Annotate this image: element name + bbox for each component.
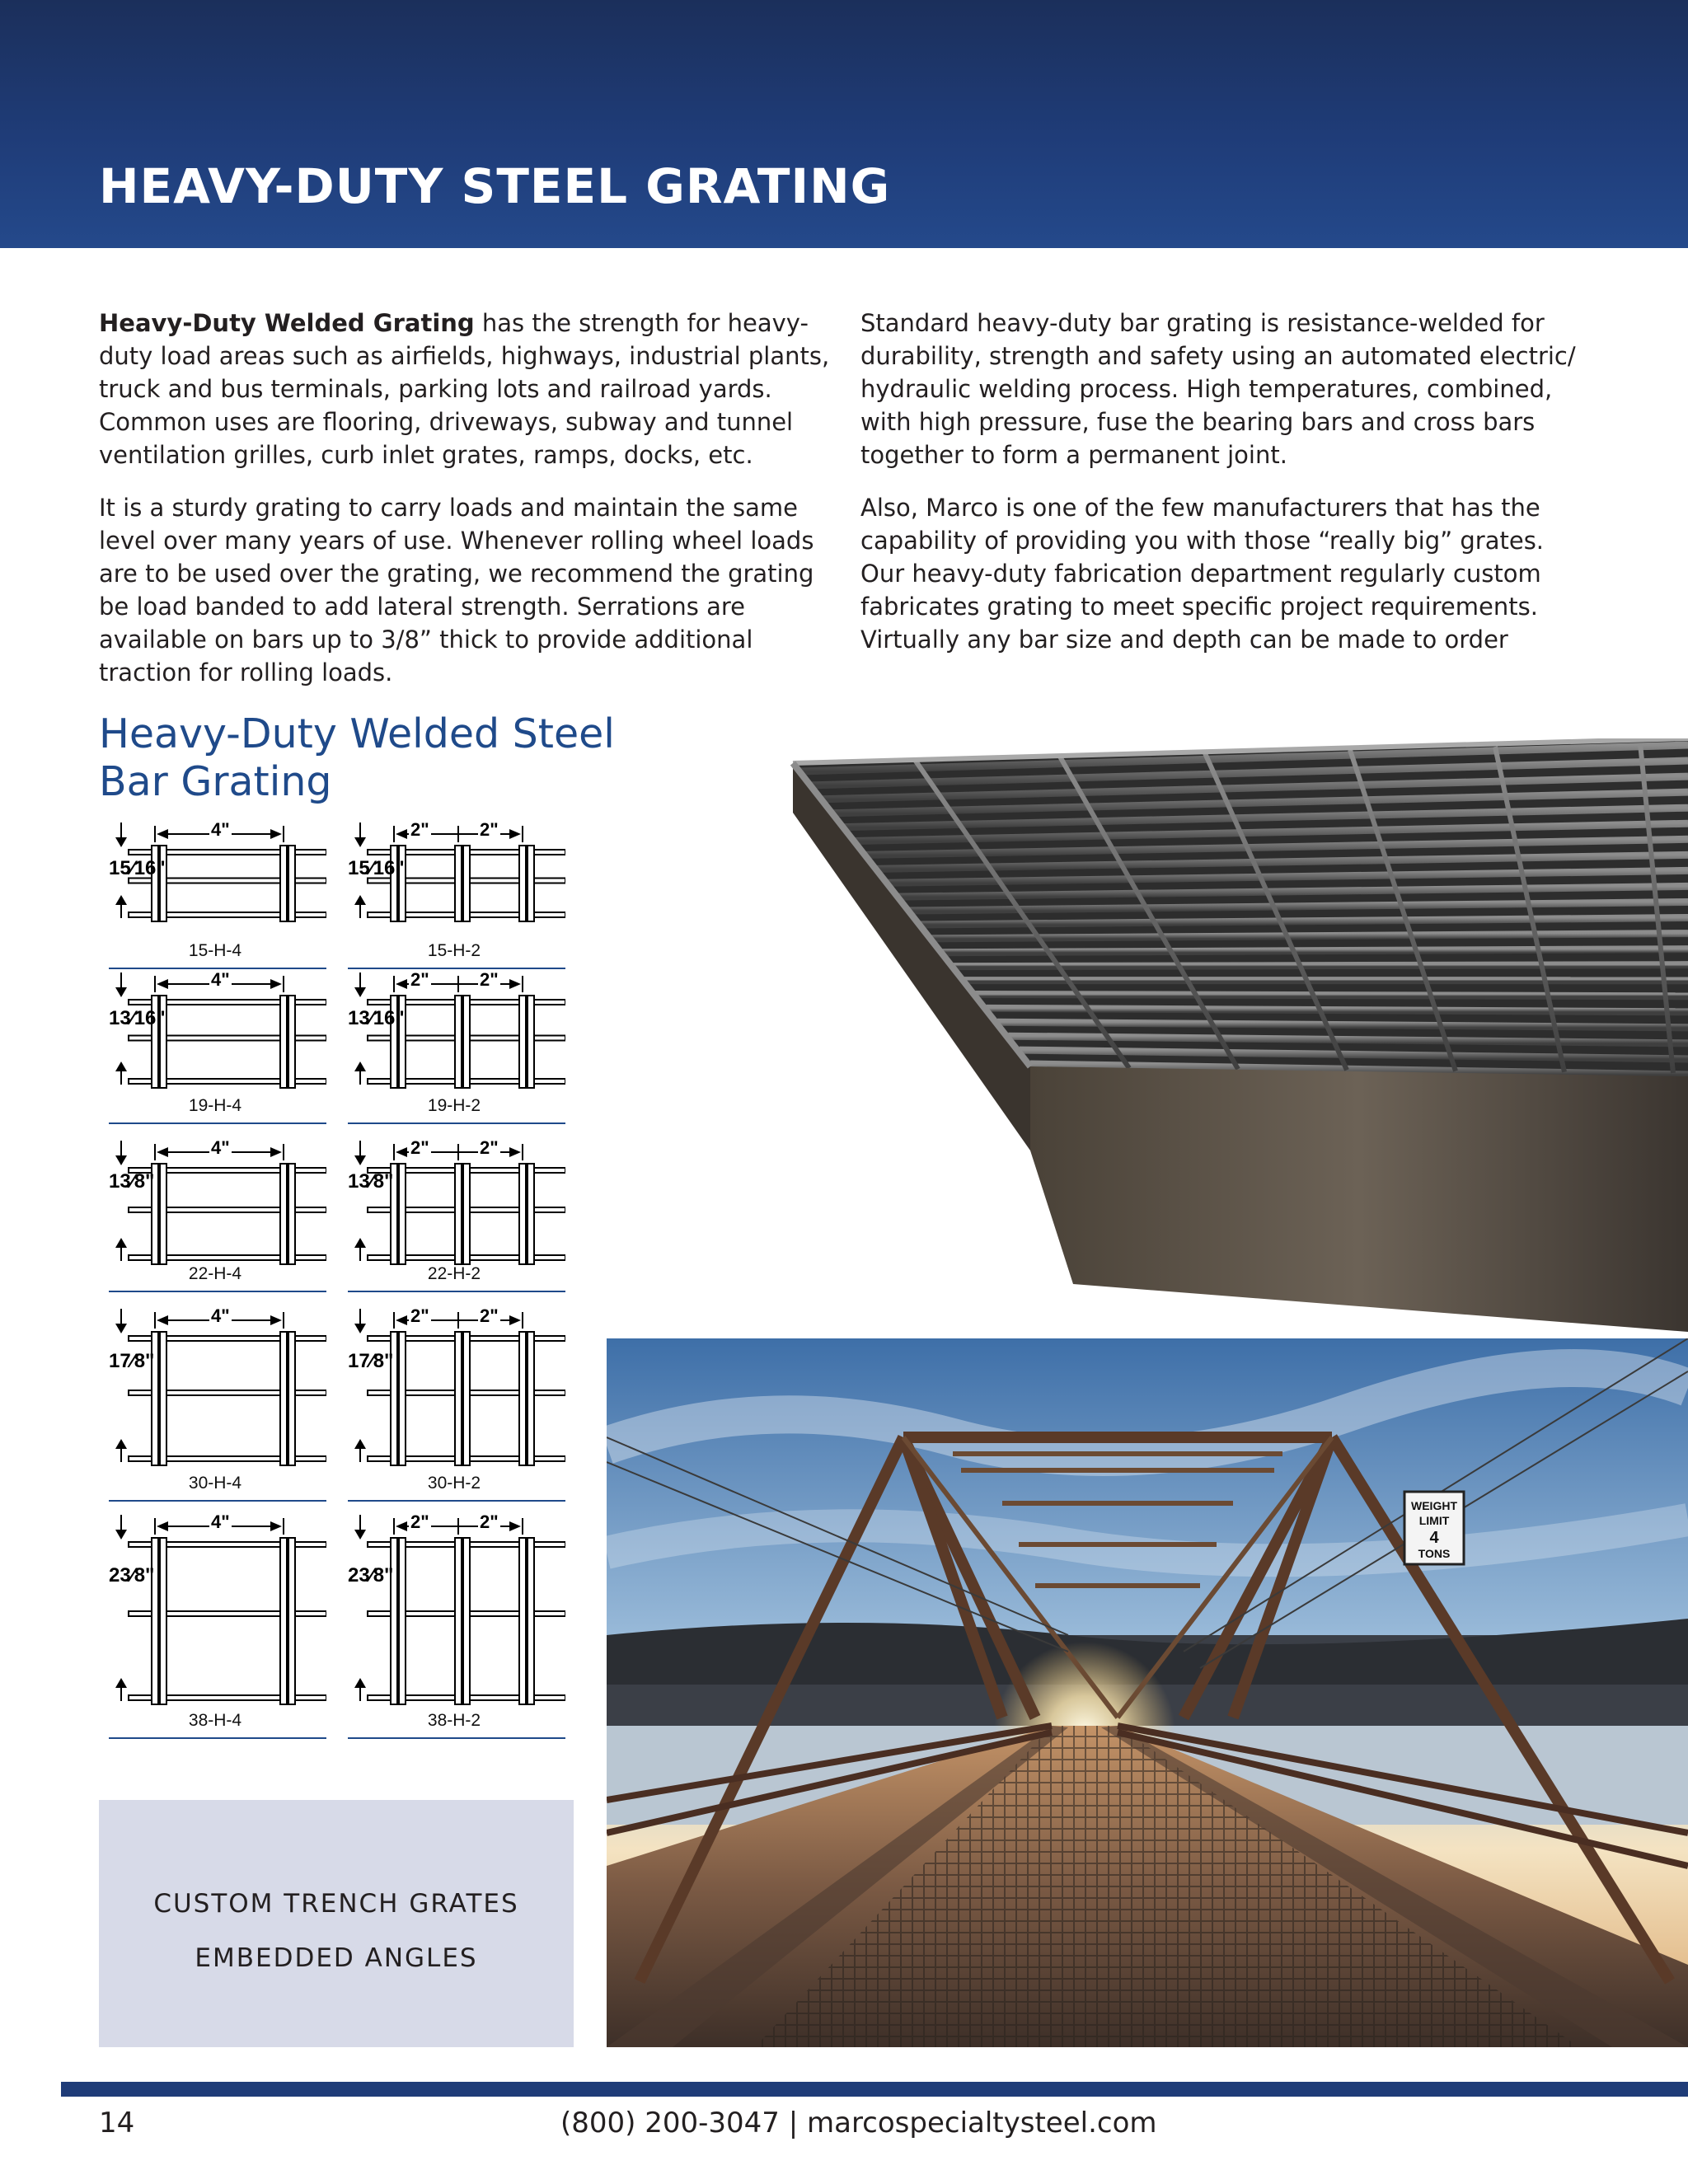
diagram-code-label: 38-H-2 [427,1711,481,1730]
arrow-down [115,1530,127,1540]
arrow-down [115,1155,127,1165]
arrow-up [115,1678,127,1688]
bearing-bar [463,846,470,921]
arrow-down [354,1530,366,1540]
bearing-bar [455,1332,462,1465]
arrow-up [115,895,127,905]
diagram-22-h-4 [104,1137,326,1309]
arrow-up [115,1439,127,1449]
diagram-width-label-1: 2" [410,1137,429,1158]
intro-left-column [99,307,832,709]
diagram-height-label: 13⁄16" [348,1007,405,1029]
diagram-height-label: 15⁄16" [109,857,166,879]
bearing-bar [528,1164,534,1264]
intro-bold-lead: Heavy-Duty Welded Grating [99,309,475,337]
intro-right-column [860,307,1586,676]
weight-sign-line-2: LIMIT [1418,1514,1450,1527]
arrow-down [115,987,127,997]
arrow-right [270,1147,282,1157]
diagram-code-label: 22-H-2 [427,1264,481,1283]
arrow-right [270,829,282,839]
diagram-divider [348,1500,565,1502]
diagram-width-label-2: 2" [480,1137,499,1158]
diagram-width-label: 4" [211,1137,230,1158]
diagram-code-label: 30-H-2 [427,1474,481,1493]
diagram-15-h-2 [343,819,565,972]
diagram-width-label-1: 2" [410,1305,429,1326]
arrow-down [354,837,366,847]
arrow-right [270,1521,282,1531]
diagram-22-h-2 [343,1137,565,1309]
diagram-width-label: 4" [211,1511,230,1532]
diagram-divider [348,1122,565,1124]
diagram-width-label-2: 2" [480,969,499,990]
arrow-up [354,1439,366,1449]
arrow-left [157,1147,168,1157]
diagram-height-label: 13⁄8" [348,1170,394,1193]
diagram-code-label: 30-H-4 [188,1474,242,1493]
grating-section-sketch [104,1141,326,1272]
intro-paragraph-3: Standard heavy-duty bar grating is resistance-welded for durability, strength and safety using an automated electric/ hydraulic welding process. High temperatures, combined, with high pressure, fuse the bearing bars and cross bars together to form a permanent joint. [860,309,1576,469]
diagram-divider [109,1291,326,1292]
arrow-left [157,1521,168,1531]
bearing-bar [280,1538,287,1704]
weight-sign-line-1: WEIGHT [1411,1499,1457,1512]
arrow-up [354,1062,366,1071]
diagram-width-label: 4" [211,969,230,990]
bearing-bar [519,1332,526,1465]
diagram-height-label: 23⁄8" [109,1564,155,1586]
diagram-width-label-1: 2" [410,969,429,990]
diagram-width-label-1: 2" [410,819,429,840]
arrow-left [396,1315,407,1325]
diagram-height-label: 15⁄16" [348,857,405,879]
bearing-bar [528,1332,534,1465]
grating-section-sketch [104,1309,326,1474]
diagram-19-h-2 [343,969,565,1141]
diagram-divider [109,1500,326,1502]
arrow-up [115,1238,127,1248]
section-title: Heavy-Duty Welded Steel Bar Grating [99,710,615,805]
bearing-bar [288,1538,295,1704]
footer-contact: (800) 200-3047 | marcospecialtysteel.com [560,2107,1157,2139]
bearing-bar [519,1538,526,1704]
bearing-bar [280,846,287,921]
bearing-bar [288,1164,295,1264]
diagram-height-label: 17⁄8" [348,1350,394,1372]
intro-paragraph-1-text: has the strength for heavy-duty load areas such as airfields, highways, industrial plants, truck and bus terminals, parking lots and railroad yards. Common uses are flooring, driveways, subway and tunnel ventilation grilles, curb inlet grates, ramps, docks, etc. [99,309,830,469]
grating-section-sketch [343,1515,565,1713]
bearing-bar [160,1332,166,1465]
bearing-bar [455,846,462,921]
bearing-bar [463,996,470,1088]
diagram-divider [109,1737,326,1739]
bearing-bar [399,1538,406,1704]
weight-sign-line-3: 4 [1429,1529,1439,1547]
page-number: 14 [99,2107,135,2139]
arrow-left [396,1147,407,1157]
bearing-bar [391,1538,397,1704]
diagram-15-h-4 [104,819,326,972]
grating-section-sketch [343,1309,565,1474]
arrow-left [396,1521,407,1531]
arrow-down [115,1324,127,1333]
grating-section-sketch [343,1141,565,1272]
diagram-width-label-2: 2" [480,1305,499,1326]
diagram-code-label: 22-H-4 [188,1264,242,1283]
arrow-down [354,987,366,997]
diagram-code-label: 15-H-2 [427,941,481,960]
arrow-left [396,979,407,989]
truss-bridge-photo [607,1338,1688,2047]
weight-sign-line-4: TONS [1418,1547,1451,1560]
grating-section-sketch [343,972,565,1096]
bearing-bar [519,1164,526,1264]
bearing-bar [280,996,287,1088]
diagram-height-label: 17⁄8" [109,1350,155,1372]
arrow-right [509,979,521,989]
bearing-bar [280,1332,287,1465]
bearing-bar [455,1164,462,1264]
intro-paragraph-4: Also, Marco is one of the few manufacturers that has the capability of providing you with those “really big” grates. Our heavy-duty fabrication department regularly custom fabricates grating to meet specific project requirements. Virtually any bar size and depth can be made to order [860,494,1545,654]
bearing-bar-line [975,994,1688,996]
bearing-bar-line [942,949,1688,953]
diagram-divider [348,968,565,969]
diagram-width-label-2: 2" [480,1511,499,1532]
bearing-bar-line [954,965,1688,967]
bearing-bar [519,996,526,1088]
grating-diagram-grid [104,819,565,1749]
custom-trench-grates-label: CUSTOM TRENCH GRATES [153,1889,519,1919]
bearing-bar [455,1538,462,1704]
diagram-height-label: 13⁄16" [109,1007,166,1029]
bearing-bar [455,996,462,1088]
custom-products-box [99,1800,574,2047]
bearing-bar [399,1164,406,1264]
arrow-right [509,1315,521,1325]
intro-paragraph-1 [99,307,832,471]
steel-grating-photo [783,738,1688,1332]
bearing-bar [528,846,534,921]
arrow-right [270,979,282,989]
diagram-divider [348,1737,565,1739]
diagram-code-label: 38-H-4 [188,1711,242,1730]
page-title: HEAVY-DUTY STEEL GRATING [99,158,891,214]
arrow-up [115,1062,127,1071]
arrow-left [157,979,168,989]
arrow-up [354,1238,366,1248]
arrow-down [115,837,127,847]
diagram-code-label: 19-H-2 [427,1096,481,1115]
grating-section-sketch [104,1515,326,1713]
grating-section-sketch [104,972,326,1096]
bearing-bar [519,846,526,921]
embedded-angles-label: EMBEDDED ANGLES [195,1943,478,1973]
bearing-bar [288,846,295,921]
diagram-code-label: 15-H-4 [188,941,242,960]
page-header [0,0,1688,248]
diagram-38-h-2 [343,1511,565,1749]
bearing-bar [160,1164,166,1264]
arrow-up [354,895,366,905]
diagram-38-h-4 [104,1511,326,1749]
arrow-left [157,1315,168,1325]
diagram-width-label-2: 2" [480,819,499,840]
footer-bar [61,2082,1688,2097]
diagram-height-label: 13⁄8" [109,1170,155,1193]
bearing-bar [160,1538,166,1704]
bearing-bar [288,996,295,1088]
bearing-bar [463,1164,470,1264]
arrow-down [354,1324,366,1333]
bearing-bar [528,1538,534,1704]
arrow-down [354,1155,366,1165]
bearing-bar [463,1538,470,1704]
bearing-bar [463,1332,470,1465]
intro-paragraph-2: It is a sturdy grating to carry loads and maintain the same level over many years of use. Whenever rolling wheel loads are to be used over the grating, we recommend the grating be load banded to add lateral strength. Serrations are available on bars up to 3/8” thick to provide additional traction for rolling loads. [99,494,814,687]
bearing-bar [152,1538,158,1704]
diagram-30-h-4 [104,1305,326,1515]
diagram-divider [109,1122,326,1124]
arrow-right [509,1147,521,1157]
bearing-bar [280,1164,287,1264]
diagram-width-label-1: 2" [410,1511,429,1532]
arrow-left [157,829,168,839]
arrow-up [354,1678,366,1688]
bearing-bar [528,996,534,1088]
diagram-divider [348,1291,565,1292]
diagram-19-h-4 [104,969,326,1141]
diagram-code-label: 19-H-4 [188,1096,242,1115]
diagram-height-label: 23⁄8" [348,1564,394,1586]
bearing-bar [399,1332,406,1465]
diagram-width-label: 4" [211,819,230,840]
bearing-bar-line [931,934,1688,939]
arrow-left [396,829,407,839]
arrow-right [270,1315,282,1325]
diagram-width-label: 4" [211,1305,230,1326]
diagram-30-h-2 [343,1305,565,1515]
arrow-right [509,1521,521,1531]
arrow-right [509,829,521,839]
bearing-bar [288,1332,295,1465]
